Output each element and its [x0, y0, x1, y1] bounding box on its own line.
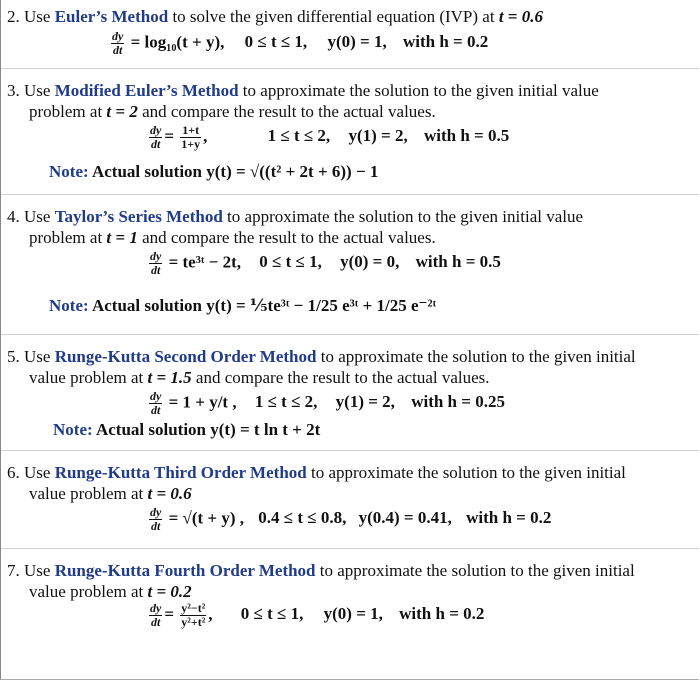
problem-text: to approximate the solution to the given initial value	[222, 207, 584, 226]
problem-text: Use	[24, 207, 55, 226]
problem-text: and compare the result to the actual values.	[137, 228, 436, 247]
problem-number: 7.	[7, 561, 20, 580]
problem-3	[7, 80, 693, 122]
problem-5	[7, 346, 693, 388]
domain: 0 ≤ t ≤ 1,	[244, 32, 308, 52]
initial-condition: y(0) = 0,	[340, 252, 400, 272]
note-label: Note:	[49, 296, 89, 315]
problem-number: 6.	[7, 463, 20, 482]
initial-condition: y(0.4) = 0.41,	[358, 508, 452, 528]
problem-text: value problem at	[29, 368, 148, 387]
target-t: t = 0.6	[498, 7, 543, 26]
equation-5	[147, 390, 505, 417]
domain: 0 ≤ t ≤ 1,	[240, 604, 304, 624]
problem-4	[7, 206, 693, 248]
problem-2	[7, 6, 693, 27]
problem-text: problem at	[29, 102, 107, 121]
target-t: t = 2	[106, 102, 138, 121]
method-name: Euler’s Method	[54, 7, 169, 26]
domain: 0 ≤ t ≤ 1,	[259, 252, 322, 272]
step-size: with h = 0.5	[423, 126, 510, 146]
derivative: $\frac{dy}{dt}$	[150, 123, 162, 151]
problem-text: to solve the given differential equation (IVP) at	[168, 7, 499, 26]
divider	[1, 548, 699, 549]
equation-3: $\frac{dy}{dt}$ = $\frac{1+t}{1+y}$ , 1 ≤ t ≤ 2, y(1) = 2, with h = 0.5	[150, 123, 510, 151]
note-text: Actual solution y(t) = t ln t + 2t	[95, 420, 321, 439]
rhs: = 1 + y/t ,	[168, 392, 237, 412]
problem-text: to approximate the solution to the given initial value	[238, 81, 599, 100]
step-size: with h = 0.5	[415, 252, 501, 272]
problem-number: 4.	[7, 207, 20, 226]
equation-7: $\frac{dy}{dt}$ = $\frac{\text{y²−t²}}{\text{y²+t²}}$ , 0 ≤ t ≤ 1, y(0) = 1, with h = 0.2	[150, 601, 485, 629]
problem-text: Use	[24, 81, 55, 100]
method-name: Runge-Kutta Second Order Method	[54, 347, 317, 366]
derivative: $\frac{dy}{dt}$	[150, 389, 162, 417]
divider	[1, 334, 699, 335]
problem-text: Use	[24, 463, 55, 482]
domain: 1 ≤ t ≤ 2,	[267, 126, 331, 146]
rhs: = √(t + y) ,	[168, 508, 245, 528]
divider	[1, 68, 699, 69]
target-t: t = 0.2	[147, 582, 192, 601]
derivative: $\frac{dy}{dt}$	[150, 601, 162, 629]
note-3	[49, 162, 378, 182]
step-size: with h = 0.2	[399, 604, 485, 624]
problem-text: to approximate the solution to the given initial	[315, 561, 635, 580]
method-name: Taylor’s Series Method	[54, 207, 223, 226]
problem-text: and compare the result to the actual values.	[191, 368, 490, 387]
initial-condition: y(0) = 1,	[323, 604, 383, 624]
derivative: $\frac{dy}{dt}$	[112, 29, 124, 57]
rhs-fraction: $\frac{\text{y²−t²}}{\text{y²+t²}}$	[181, 601, 206, 629]
equation-4	[147, 250, 501, 277]
note-4	[49, 296, 436, 316]
rhs: = te³ᵗ − 2t,	[168, 252, 242, 272]
step-size: with h = 0.2	[402, 32, 489, 52]
initial-condition: y(1) = 2,	[335, 392, 395, 412]
rhs-fraction: $\frac{1+t}{1+y}$	[181, 123, 201, 151]
method-name: Runge-Kutta Third Order Method	[54, 463, 307, 482]
problem-text: Use	[24, 7, 55, 26]
problem-text: value problem at	[29, 484, 148, 503]
problem-number: 3.	[7, 81, 20, 100]
problem-7	[7, 560, 693, 602]
target-t: t = 0.6	[147, 484, 192, 503]
divider	[1, 194, 699, 195]
problem-number: 5.	[7, 347, 20, 366]
target-t: t = 1	[106, 228, 138, 247]
initial-condition: y(0) = 1,	[327, 32, 387, 52]
problem-text: Use	[24, 561, 55, 580]
problem-6	[7, 462, 693, 504]
problem-text: Use	[24, 347, 55, 366]
step-size: with h = 0.2	[466, 508, 552, 528]
step-size: with h = 0.25	[411, 392, 505, 412]
equation-2	[109, 30, 488, 57]
problem-text: to approximate the solution to the given initial	[316, 347, 636, 366]
note-5	[53, 420, 320, 440]
method-name: Modified Euler’s Method	[54, 81, 239, 100]
note-label: Note:	[49, 162, 89, 181]
problem-text: problem at	[29, 228, 107, 247]
divider	[1, 450, 699, 451]
equation-6	[147, 506, 551, 533]
rhs: = log₁₀(t + y),	[130, 32, 225, 52]
note-text: Actual solution y(t) = √((t² + 2t + 6)) − 1	[91, 162, 379, 181]
derivative: $\frac{dy}{dt}$	[150, 249, 162, 277]
note-text: Actual solution y(t) = ⅕te³ᵗ − 1/25 e³ᵗ + 1/25 e⁻²ᵗ	[91, 296, 437, 315]
problem-number: 2.	[7, 7, 20, 26]
problem-text: and compare the result to the actual values.	[137, 102, 436, 121]
domain: 0.4 ≤ t ≤ 0.8,	[258, 508, 347, 528]
note-label: Note:	[53, 420, 93, 439]
method-name: Runge-Kutta Fourth Order Method	[54, 561, 316, 580]
derivative: $\frac{dy}{dt}$	[150, 505, 162, 533]
domain: 1 ≤ t ≤ 2,	[254, 392, 318, 412]
initial-condition: y(1) = 2,	[348, 126, 408, 146]
problem-text: value problem at	[29, 582, 148, 601]
target-t: t = 1.5	[147, 368, 192, 387]
problem-text: to approximate the solution to the given initial	[306, 463, 626, 482]
